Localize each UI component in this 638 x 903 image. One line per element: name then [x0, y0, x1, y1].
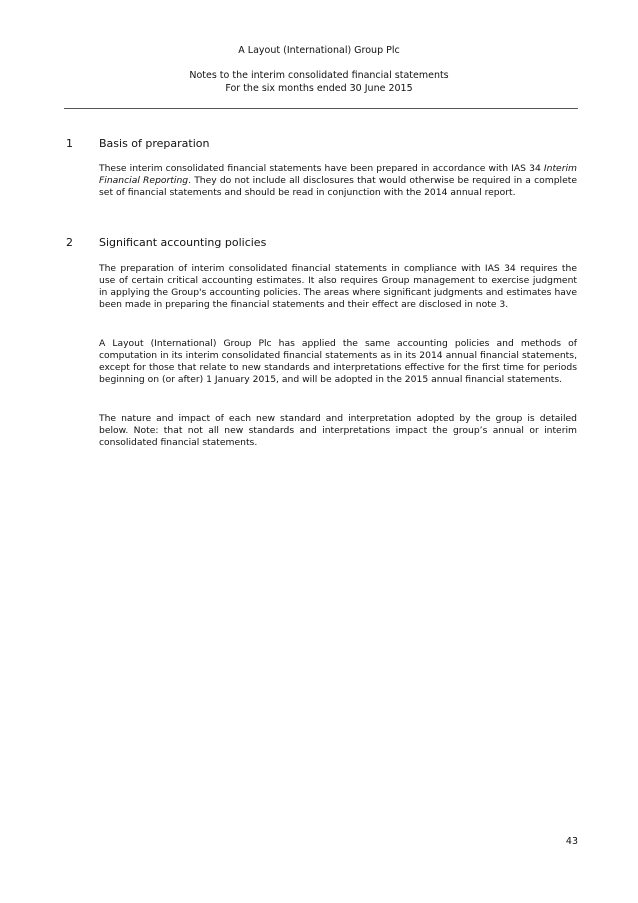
header-divider — [64, 108, 578, 109]
section-2-paragraph-3: The nature and impact of each new standard and interpretation adopted by the group is detailed below. Note: that not all new standards and interpretations impact the group’s annual or interim consolidated financial statements. — [99, 413, 577, 449]
section-2-title: Significant accounting policies — [99, 236, 267, 249]
section-1-paragraph-1-text-start: These interim consolidated financial statements have been prepared in accordance with IAS 34 — [99, 163, 544, 174]
section-1-paragraph-1-text-end: . They do not include all disclosures that would otherwise be required in a complete set of financial statements and should be read in conjunction with the 2014 annual report. — [99, 175, 577, 199]
company-name: A Layout (International) Group Plc — [238, 45, 400, 56]
section-2-paragraph-2: A Layout (International) Group Plc has applied the same accounting policies and methods of computation in its interim consolidated financial statements as in its 2014 annual financial statements, except for those that relate to new standards and interpretations effective for the first time for periods beginning on (or after) 1 January 2015, and will be adopted in the 2015 annual financial statements. — [99, 338, 577, 386]
section-1-paragraph-1-standard-name: Interim Financial Reporting — [99, 163, 577, 187]
page-number: 43 — [565, 836, 578, 847]
section-1-paragraph-1 — [99, 163, 577, 199]
section-1-title: Basis of preparation — [99, 137, 210, 150]
section-1-number: 1 — [66, 137, 73, 150]
document-title: Notes to the interim consolidated financial statements — [189, 70, 449, 81]
reporting-period: For the six months ended 30 June 2015 — [225, 83, 413, 94]
section-2-paragraph-1: The preparation of interim consolidated financial statements in compliance with IAS 34 requires the use of certain critical accounting estimates. It also requires Group management to exercise judgment in applying the Group's accounting policies. The areas where significant judgments and estimates have been made in preparing the financial statements and their effect are disclosed in note 3. — [99, 263, 577, 311]
section-2-number: 2 — [66, 236, 73, 249]
